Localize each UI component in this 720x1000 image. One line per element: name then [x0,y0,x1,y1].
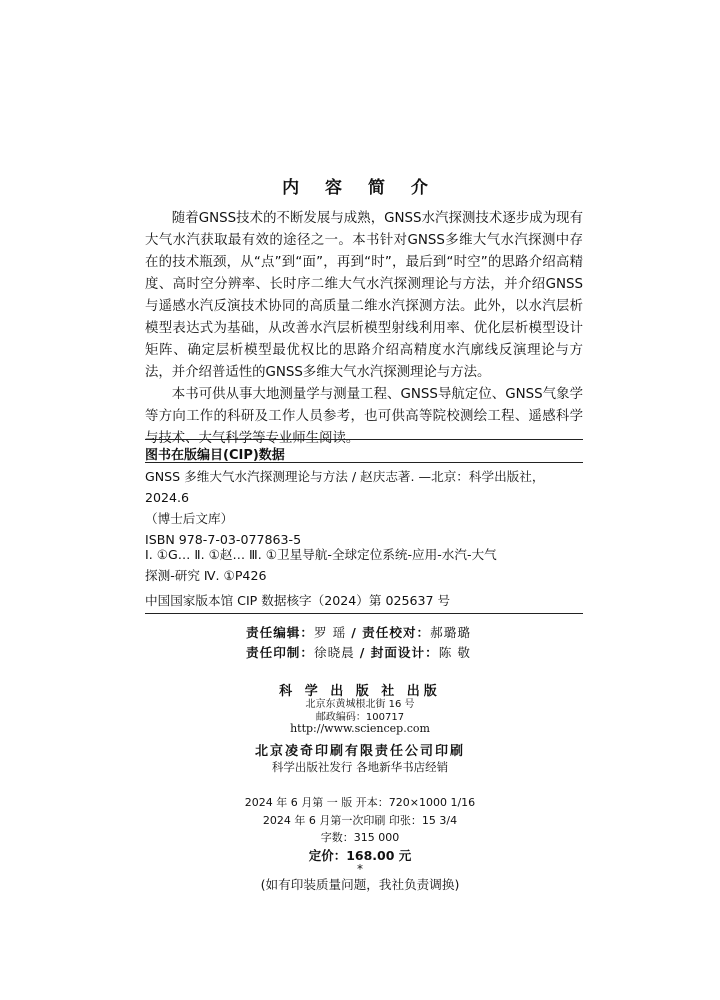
cip-classification [145,544,583,586]
cover-name: 陈 敬 [438,645,471,660]
publisher-name: 科 学 出 版 社 出版 [279,684,441,699]
cip-record [145,466,583,550]
print-label: 责任印制： [246,645,314,660]
cip-class-line-2: 探测-研究 Ⅳ. ①P426 [145,568,267,583]
proof-label: / 责任校对： [351,625,431,640]
cip-line-2: 2024.6 [145,490,190,505]
staff-line-1 [246,622,471,641]
publisher-url: http://www.sciencep.com [290,722,430,735]
distribution: 科学出版社发行 各地新华书店经销 [271,760,449,774]
abstract-text [145,208,583,450]
publisher-zip: 邮政编码：100717 [315,712,405,723]
printer-name: 北京凌奇印刷有限责任公司印刷 [254,744,465,759]
cip-line-4: ISBN 978-7-03-077863-5 [145,532,302,547]
print-name: 徐晓晨 [313,645,355,660]
cip-bottom-rule [145,613,583,614]
price: 定价：168.00 元 [308,848,412,863]
cip-line-3: （博士后文库） [145,511,234,526]
proof-name: 郝璐璐 [430,625,471,640]
cip-class-line-1: Ⅰ. ①G… Ⅱ. ①赵… Ⅲ. ①卫星导航-全球定位系统-应用-水汽-大气 [145,547,497,562]
page-title: 内 容 简 介 [282,178,438,198]
star-separator: * [357,862,363,876]
edition-line-2: 2024 年 6 月第一次印刷 印张：15 3/4 [262,814,458,827]
cip-top-rule [145,439,583,440]
edition-line-1: 2024 年 6 月第 一 版 开本：720×1000 1/16 [244,796,476,809]
cover-label: / 封面设计： [359,645,439,660]
cip-heading: 图书在版编目(CIP)数据 [145,448,285,463]
editor-label: 责任编辑： [246,625,314,640]
editor-name: 罗 瑶 [313,625,347,640]
staff-line-2 [246,642,471,661]
quality-notice: (如有印装质量问题，我社负责调换) [260,877,460,892]
word-count: 字数：315 000 [320,831,400,844]
abstract-paragraph-1: 随着GNSS技术的不断发展与成熟，GNSS水汽探测技术逐步成为现有大气水汽获取最有效的途径之一。本书针对GNSS多维大气水汽探测中存在的技术瓶颈，从“点”到“面”，再到“时”，最后到“时空”的思路介绍高精度、高时空分辨率、长时序二维大气水汽探测理论与方法，并介绍GNSS与遥感水汽反演技术协同的高质量二维水汽探测方法。此外，以水汽层析模型表达式为基础，从改善水汽层析模型射线利用率、优化层析模型设计矩阵、确定层析模型最优权比的思路介绍高精度水汽廓线反演理论与方法，并介绍普适性的GNSS多维大气水汽探测理论与方法。 [145,211,583,380]
abstract-paragraph-2: 本书可供从事大地测量学与测量工程、GNSS导航定位、GNSS气象学等方向工作的科研及工作人员参考，也可供高等院校测绘工程、遥感科学与技术、大气科学等专业师生阅读。 [145,387,583,446]
cip-line-1: GNSS 多维大气水汽探测理论与方法 / 赵庆志著. —北京：科学出版社， [145,469,545,484]
cip-record-number: 中国国家版本馆 CIP 数据核字（2024）第 025637 号 [145,593,451,608]
publisher-address: 北京东黄城根北街 16 号 [305,699,415,710]
cip-heading-rule [145,462,583,463]
